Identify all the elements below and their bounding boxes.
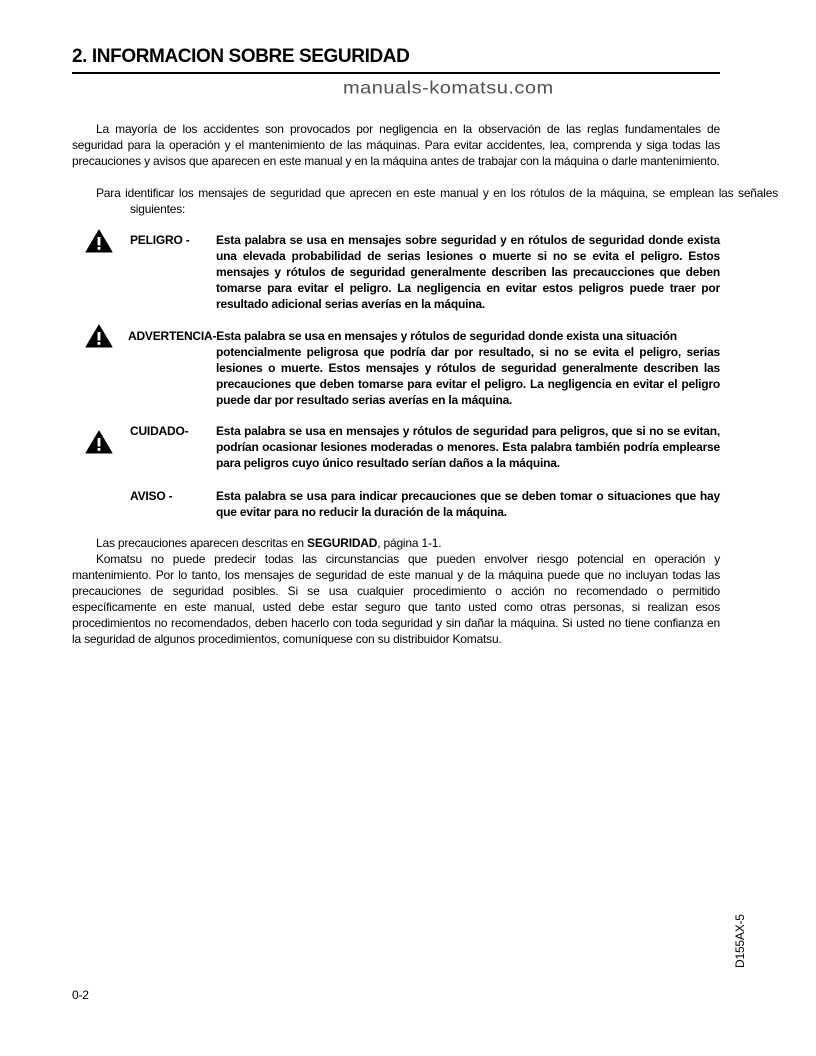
signal-label-cuidado: CUIDADO-	[130, 424, 189, 438]
signal-label-advertencia	[128, 328, 677, 344]
warning-triangle-icon	[85, 324, 113, 348]
reference-section-link: SEGURIDAD	[307, 536, 378, 550]
page-number: 0-2	[72, 988, 89, 1002]
intro-paragraph: La mayoría de los accidentes son provocados por negligencia en la observación de las reglas fundamentales de seguridad para la operación y el mantenimiento de las máquinas. Para evitar accidentes, lea, comprenda y siga todas las precauciones y avisos que aparecen en este manual y en la máquina antes de trabajar con la máquina o darle mantenimiento.	[72, 122, 720, 168]
closing-paragraph: Komatsu no puede predecir todas las circunstancias que pueden envolver riesgo potencial en operación y mantenimiento. Por lo tanto, los mensajes de seguridad de este manual y de la máquina puede que no incluyan todas las precauciones de seguridad posibles. Si se usa cualquier procedimiento o acción no recomendado o permitido específicamente en este manual, usted debe estar seguro que tanto usted como otras personas, si realizan esos procedimientos no recomendados, deben hacerlo con toda seguridad y sin dañar la máquina. Si usted no tiene confianza en la seguridad de algunos procedimientos, comuníquese con su distribuidor Komatsu.	[72, 552, 720, 646]
signal-text-peligro: Esta palabra se usa en mensajes sobre seguridad y en rótulos de seguridad donde exista una elevada probabilidad de serias lesiones o muerte si no se evita el peligro. Estos mensajes y rótulos de seguridad generalmente describen las precaucciones que deben tomarse para evitar el peligro. La negligencia en evitar estos peligros puede traer por resultado adicional serias averías en la máquina.	[216, 233, 720, 311]
signal-label-aviso: AVISO -	[130, 489, 173, 503]
model-code: D155AX-5	[733, 914, 747, 968]
reference-text-after: , página 1-1.	[377, 536, 442, 550]
signal-text-aviso: Esta palabra se usa para indicar precauciones que se deben tomar o situaciones que hay que evitar para no reducir la duración de la máquina.	[216, 489, 720, 519]
warning-triangle-icon	[85, 229, 113, 253]
warning-triangle-icon	[85, 430, 113, 454]
reference-text-before: Las precauciones aparecen descritas en	[96, 536, 308, 550]
signal-label-advertencia-text: ADVERTENCIA-	[128, 329, 217, 343]
signals-intro-paragraph: Para identificar los mensajes de seguridad que aprecen en este manual y en los rótulos de la máquina, se emplean las señales siguientes:	[96, 186, 778, 216]
signal-text-advertencia-first-line: Esta palabra se usa en mensajes y rótulos de seguridad donde exista una situación	[216, 329, 677, 343]
page-title: 2. INFORMACION SOBRE SEGURIDAD	[72, 46, 410, 67]
signal-text-advertencia: potencialmente peligrosa que podría dar por resultado, si no se evita el peligro, serias lesiones o muerte. Estos mensajes y rótulos de seguridad generalmente describen las precauciones que deben tomarse para evitar el peligro. La negligencia en evitar el peligro puede dar por resultado serias averías en la máquina.	[216, 345, 720, 407]
signal-label-peligro: PELIGRO -	[130, 233, 190, 247]
watermark: manuals-komatsu.com	[343, 79, 554, 98]
title-underline	[72, 72, 720, 74]
signal-text-cuidado: Esta palabra se usa en mensajes y rótulos de seguridad para peligros, que si no se evitan, podrían ocasionar lesiones moderadas o menores. Esta palabra también podría emplearse para peligros cuyo único resultado serían daños a la máquina.	[216, 424, 720, 470]
reference-paragraph	[72, 535, 720, 551]
